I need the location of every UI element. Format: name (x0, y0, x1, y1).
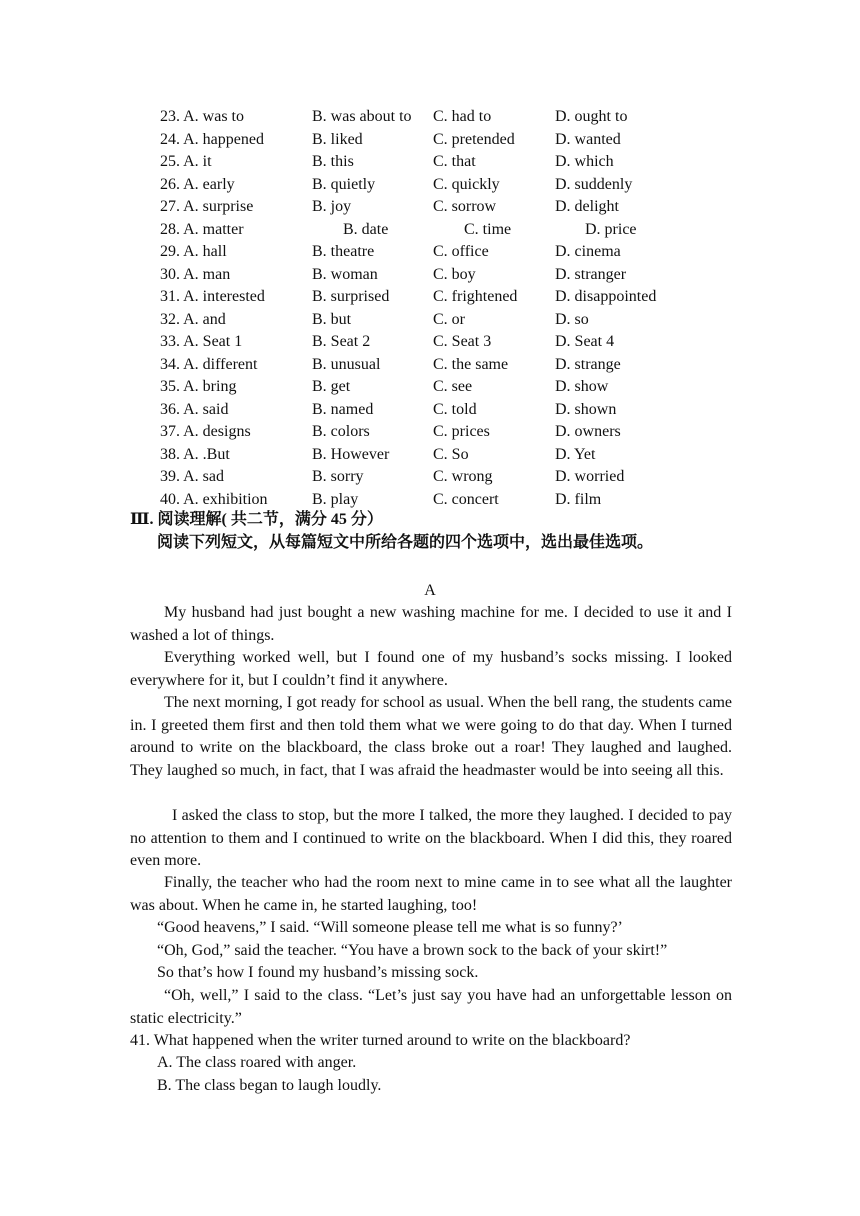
option-d: D. which (555, 153, 614, 170)
option-c: C. prices (433, 423, 490, 440)
cloze-row-32 (0, 309, 860, 331)
cloze-row-27 (0, 196, 860, 218)
option-b: B. joy (312, 198, 352, 215)
question-stem: 41. What happened when the writer turned around to write on the blackboard? (130, 1032, 631, 1049)
option-d: D. price (585, 221, 637, 238)
option-a: 36. A. said (160, 401, 229, 418)
option-d: D. delight (555, 198, 619, 215)
option-c: C. had to (433, 108, 492, 125)
cloze-row-37 (0, 421, 860, 443)
option-c: C. boy (433, 266, 476, 283)
option-b: B. theatre (312, 243, 375, 260)
option-b: B. named (312, 401, 374, 418)
option-d: D. stranger (555, 266, 627, 283)
option-d: D. show (555, 378, 609, 395)
option-d: D. disappointed (555, 288, 657, 305)
option-c: C. the same (433, 356, 509, 373)
option-b: B. However (312, 446, 390, 463)
option-c: C. that (433, 153, 476, 170)
option-b: B. this (312, 153, 354, 170)
option-a: 31. A. interested (160, 288, 265, 305)
option-b: B. unusual (312, 356, 381, 373)
option-c: C. told (433, 401, 477, 418)
option-a: 24. A. happened (160, 131, 264, 148)
option-b: B. was about to (312, 108, 412, 125)
option-b: B. play (312, 491, 359, 508)
option-d: D. film (555, 491, 602, 508)
passage-paragraph: My husband had just bought a new washing machine for me. I decided to use it and I washed a lot of things. (130, 604, 732, 644)
option-d: D. strange (555, 356, 621, 373)
option-d: D. owners (555, 423, 621, 440)
section-instruction: 阅读下列短文，从每篇短文中所给各题的四个选项中，选出最佳选项。 (157, 534, 654, 551)
option-b: B. surprised (312, 288, 390, 305)
option-a: 27. A. surprise (160, 198, 254, 215)
option-c: C. wrong (433, 468, 493, 485)
cloze-row-35 (0, 376, 860, 398)
option-b: B. colors (312, 423, 370, 440)
option-b: B. but (312, 311, 352, 328)
cloze-row-40 (0, 489, 860, 511)
question-option-b: B. The class began to laugh loudly. (157, 1077, 382, 1094)
cloze-row-31 (0, 286, 860, 308)
option-c: C. quickly (433, 176, 500, 193)
option-a: 34. A. different (160, 356, 258, 373)
question-option-a: A. The class roared with anger. (157, 1054, 357, 1071)
passage-paragraph: Everything worked well, but I found one of my husband’s socks missing. I looked everywhere for it, but I couldn’t find it anywhere. (130, 649, 732, 689)
option-a: 25. A. it (160, 153, 212, 170)
option-d: D. ought to (555, 108, 628, 125)
option-a: 37. A. designs (160, 423, 251, 440)
option-c: C. time (464, 221, 512, 238)
passage-paragraph: “Oh, well,” I said to the class. “Let’s just say you have had an unforgettable lesson on static electricity.” (130, 987, 732, 1027)
passage-dialogue-line: “Oh, God,” said the teacher. “You have a brown sock to the back of your skirt!” (157, 942, 668, 959)
passage-dialogue-line: So that’s how I found my husband’s missing sock. (157, 964, 479, 981)
cloze-row-33 (0, 331, 860, 353)
option-a: 28. A. matter (160, 221, 244, 238)
passage-title: A (424, 582, 436, 599)
cloze-row-39 (0, 466, 860, 488)
option-d: D. suddenly (555, 176, 633, 193)
option-b: B. Seat 2 (312, 333, 371, 350)
option-a: 33. A. Seat 1 (160, 333, 243, 350)
option-a: 26. A. early (160, 176, 235, 193)
option-d: D. Yet (555, 446, 596, 463)
option-b: B. liked (312, 131, 363, 148)
option-c: C. frightened (433, 288, 518, 305)
cloze-row-25 (0, 151, 860, 173)
option-c: C. sorrow (433, 198, 497, 215)
cloze-row-23 (0, 106, 860, 128)
option-c: C. or (433, 311, 465, 328)
option-a: 30. A. man (160, 266, 231, 283)
option-b: B. woman (312, 266, 378, 283)
option-c: C. concert (433, 491, 499, 508)
cloze-row-30 (0, 264, 860, 286)
option-a: 32. A. and (160, 311, 226, 328)
option-c: C. pretended (433, 131, 515, 148)
option-b: B. sorry (312, 468, 364, 485)
option-c: C. Seat 3 (433, 333, 492, 350)
cloze-row-34 (0, 354, 860, 376)
option-d: D. Seat 4 (555, 333, 615, 350)
option-c: C. So (433, 446, 469, 463)
option-a: 38. A. .But (160, 446, 230, 463)
option-d: D. shown (555, 401, 617, 418)
passage-paragraph: The next morning, I got ready for school as usual. When the bell rang, the students came in. I greeted them first and then told them what we were going to do that day. When I turned around to write on the blackboard, the class broke out a roar! They laughed and laughed. They laughed so much, in fact, that I was afraid the headmaster would be into seeing all this. (130, 694, 732, 779)
option-d: D. wanted (555, 131, 621, 148)
option-b: B. quietly (312, 176, 376, 193)
passage-paragraph: I asked the class to stop, but the more I talked, the more they laughed. I decided to pay no attention to them and I continued to write on the blackboard. When I did this, they roared even more. (130, 807, 732, 869)
passage-dialogue-line: “Good heavens,” I said. “Will someone please tell me what is so funny?’ (157, 919, 623, 936)
cloze-row-29 (0, 241, 860, 263)
cloze-row-36 (0, 399, 860, 421)
option-a: 39. A. sad (160, 468, 224, 485)
cloze-row-28 (0, 219, 860, 241)
option-b: B. get (312, 378, 351, 395)
option-a: 35. A. bring (160, 378, 237, 395)
option-a: 23. A. was to (160, 108, 244, 125)
section-heading: Ⅲ. 阅读理解( 共二节，满分 45 分） (130, 511, 383, 528)
cloze-row-26 (0, 174, 860, 196)
option-c: C. see (433, 378, 473, 395)
option-d: D. worried (555, 468, 625, 485)
option-b: B. date (343, 221, 389, 238)
cloze-row-38 (0, 444, 860, 466)
option-a: 29. A. hall (160, 243, 227, 260)
option-a: 40. A. exhibition (160, 491, 268, 508)
option-d: D. so (555, 311, 589, 328)
passage-paragraph: Finally, the teacher who had the room next to mine came in to see what all the laughter was about. When he came in, he started laughing, too! (130, 874, 732, 914)
option-c: C. office (433, 243, 489, 260)
option-d: D. cinema (555, 243, 621, 260)
cloze-row-24 (0, 129, 860, 151)
